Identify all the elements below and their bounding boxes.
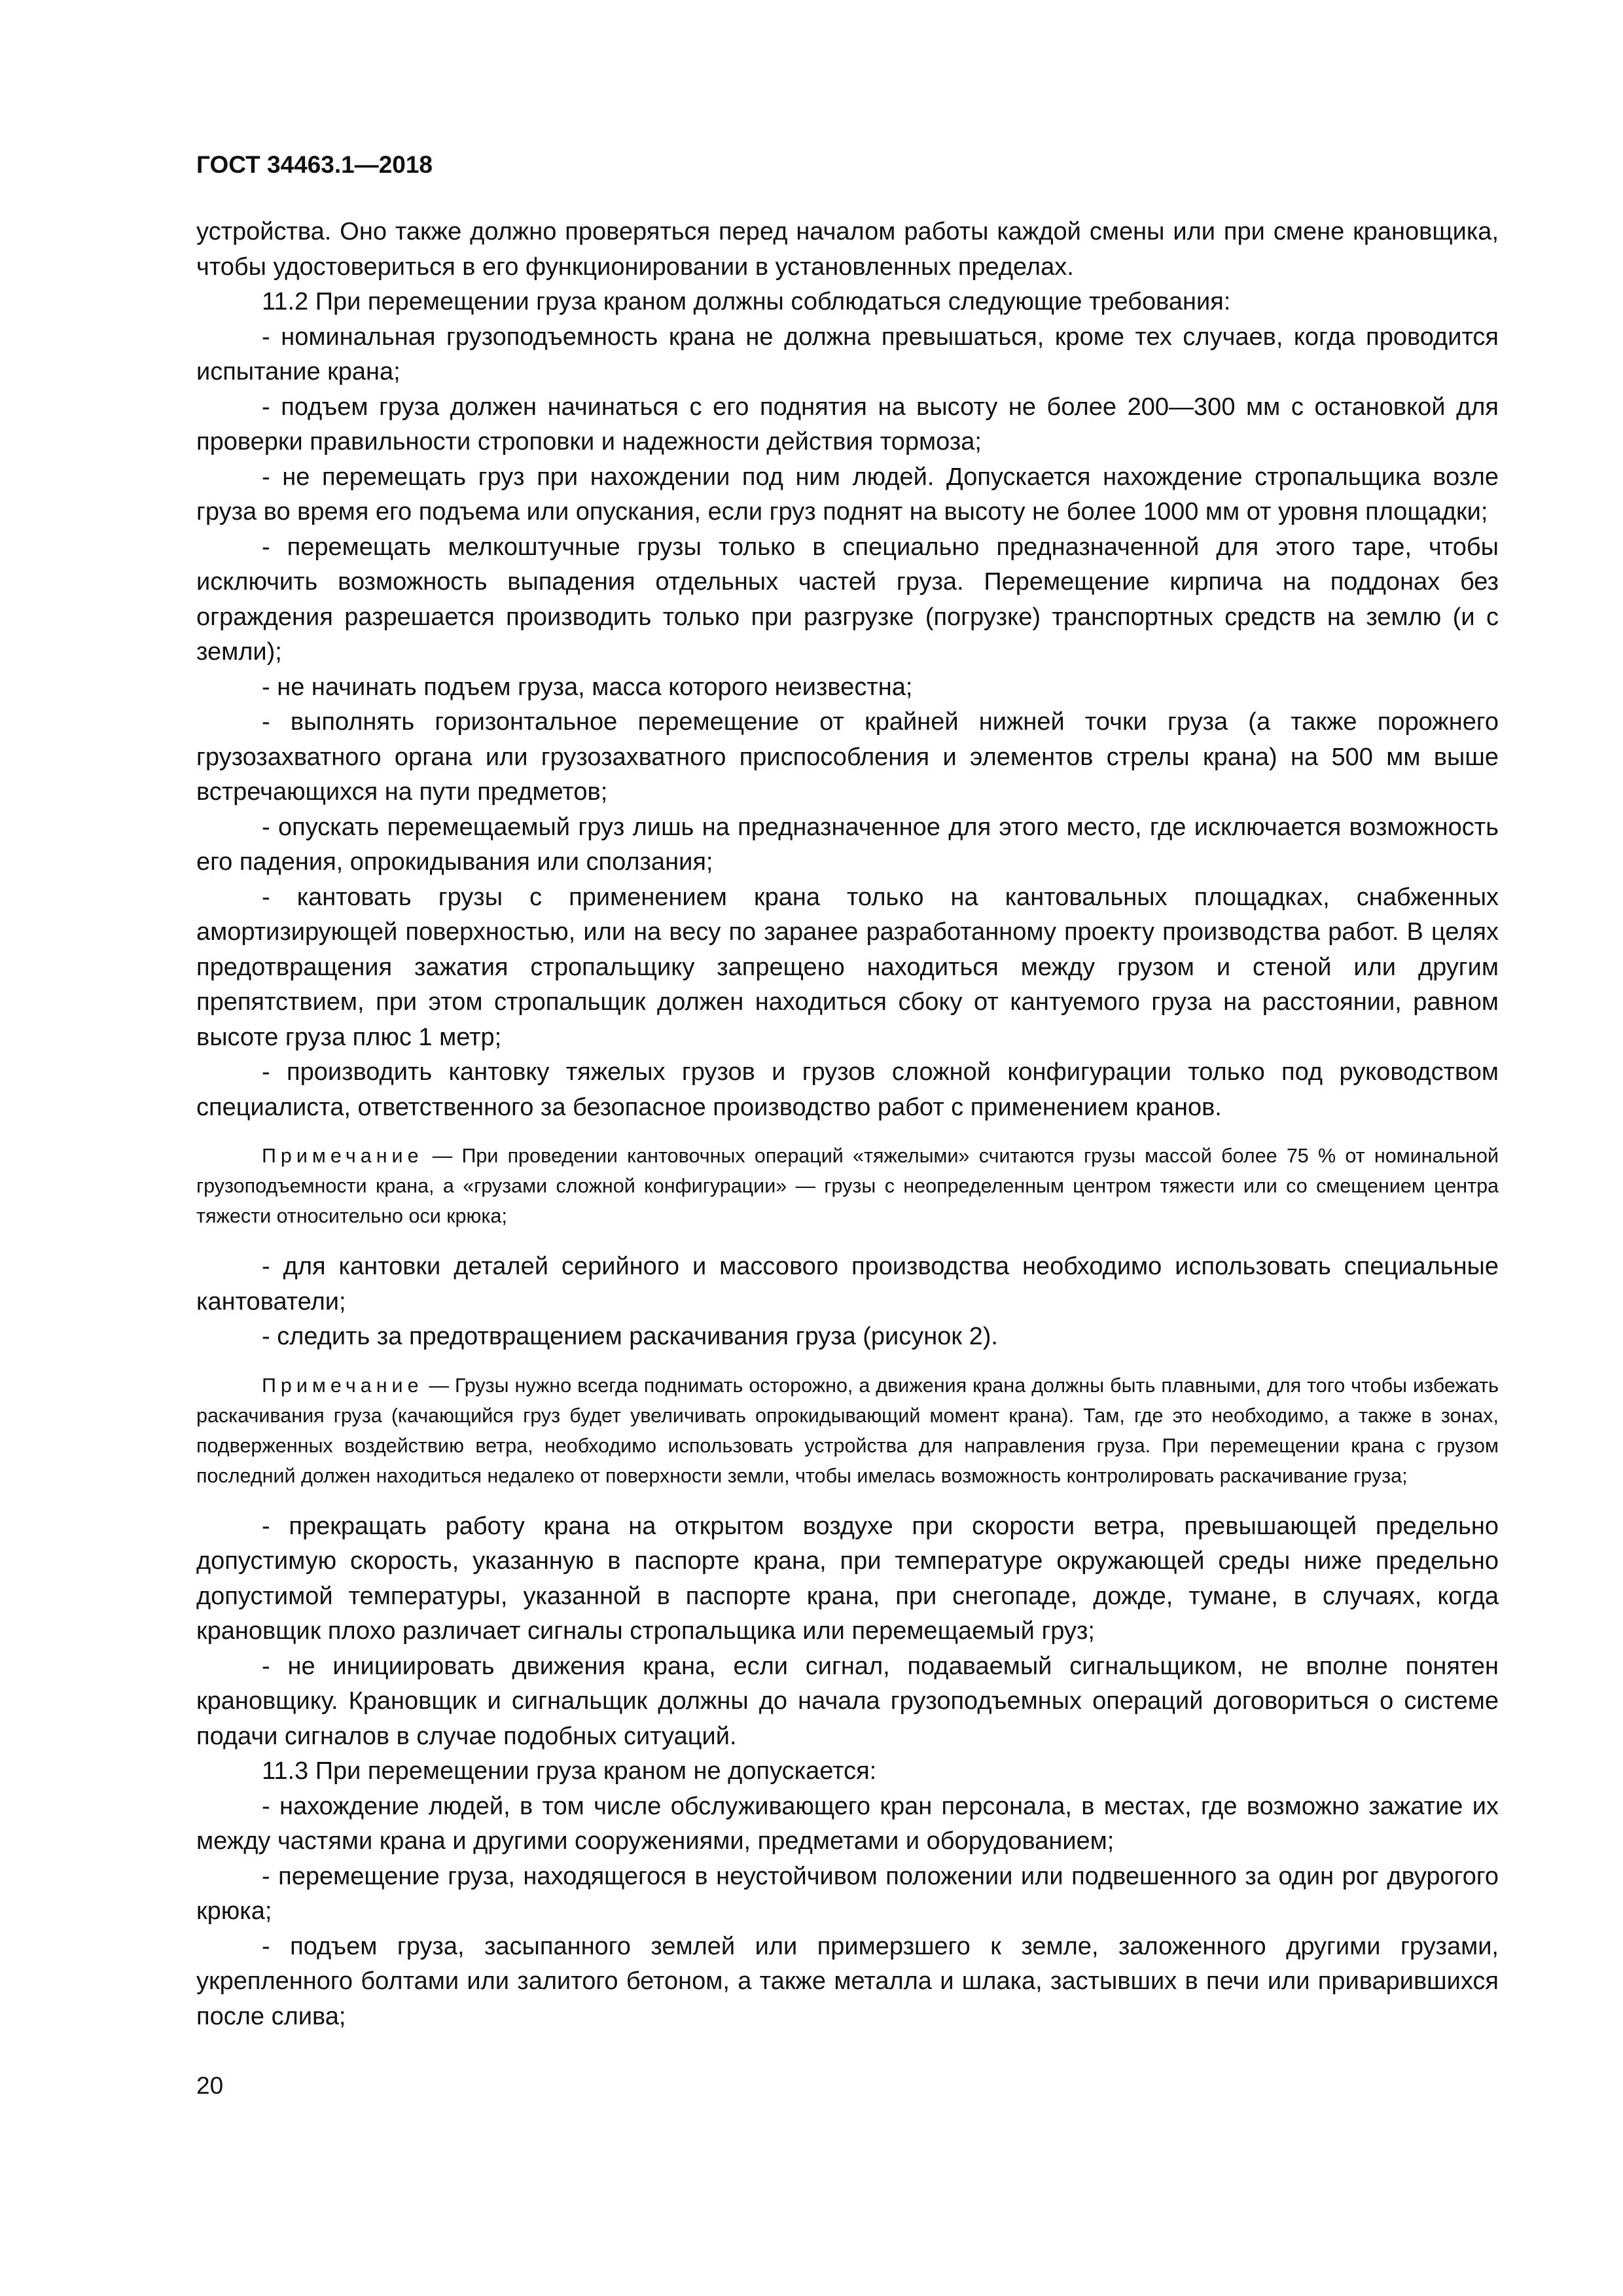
list-item: - для кантовки деталей серийного и массового производства необходимо использовать специальные кантователи; [196, 1253, 1499, 1316]
list-item: - не перемещать груз при нахождении под ним людей. Допускается нахождение стропальщика возле груза во время его подъема или опускания, если груз поднят на высоту не более 1000 мм от уровня площадки; [196, 463, 1499, 526]
list-item: - опускать перемещаемый груз лишь на предназначенное для этого место, где исключается возможность его падения, опрокидывания или сползания; [196, 813, 1499, 876]
list-item: - следить за предотвращением раскачивания груза (рисунок 2). [262, 1323, 998, 1350]
list-item: - не начинать подъем груза, масса которого неизвестна; [262, 673, 913, 701]
note-label: Примечание [262, 1374, 423, 1397]
list-item: - нахождение людей, в том числе обслуживающего кран персонала, в местах, где возможно зажатие их между частями крана и другими сооружениями, предметами и оборудованием; [196, 1792, 1499, 1855]
list-item: - подъем груза, засыпанного землей или примерзшего к земле, заложенного другими грузами, укрепленного болтами или залитого бетоном, а также металла и шлака, застывших в печи или приварившихся после слива; [196, 1932, 1499, 2030]
list-item: - прекращать работу крана на открытом воздухе при скорости ветра, превышающей предельно допустимую скорость, указанную в паспорте крана, при температуре окружающей среды ниже предельно допустимой температуры, указанной в паспорте крана, при снегопаде, дожде, тумане, в случаях, когда крановщик плохо различает сигналы стропальщика или перемещаемый груз; [196, 1512, 1499, 1645]
list-item: - кантовать грузы с применением крана только на кантовальных площадках, снабженных амортизирующей поверхностью, или на весу по заранее разработанному проекту производства работ. В целях предотвращения зажатия стропальщику запрещено находиться между грузом и стеной или другим препятствием, при этом стропальщик должен находиться сбоку от кантуемого груза на расстоянии, равном высоте груза плюс 1 метр; [196, 883, 1499, 1051]
list-item: - номинальная грузоподъемность крана не должна превышаться, кроме тех случаев, когда проводится испытание крана; [196, 323, 1499, 386]
document-page [196, 149, 1499, 2034]
list-item: - перемещать мелкоштучные грузы только в специально предназначенной для этого таре, чтобы исключить возможность выпадения отдельных частей груза. Перемещение кирпича на поддонах без ограждения разрешается производить только при разгрузке (погрузке) транспортных средств на землю (и с земли); [196, 533, 1499, 666]
document-title: ГОСТ 34463.1—2018 [196, 151, 433, 178]
list-item: - перемещение груза, находящегося в неустойчивом положении или подвешенного за один рог двурогого крюка; [196, 1862, 1499, 1925]
page-number: 20 [196, 2072, 224, 2099]
note-2 [196, 1371, 1499, 1491]
list-item: - подъем груза должен начинаться с его поднятия на высоту не более 200—300 мм с остановкой для проверки правильности строповки и надежности действия тормоза; [196, 393, 1499, 456]
list-item: - выполнять горизонтальное перемещение от крайней нижней точки груза (а также порожнего грузозахватного органа или грузозахватного приспособления и элементов стрелы крана) на 500 мм выше встречающихся на пути предметов; [196, 708, 1499, 806]
paragraph-continuation: устройства. Оно также должно проверяться перед началом работы каждой смены или при смене крановщика, чтобы удостовериться в его функционировании в установленных пределах. [196, 218, 1499, 281]
list-item: - производить кантовку тяжелых грузов и грузов сложной конфигурации только под руководством специалиста, ответственного за безопасное производство работ с применением кранов. [196, 1058, 1499, 1121]
note-1-text: — При проведении кантовочных операций «тяжелыми» считаются грузы массой более 75 % от номинальной грузоподъемности крана, а «грузами сложной конфигурации» — грузы с неопределенным центром тяжести или со смещением центра тяжести относительно оси крюка; [196, 1145, 1499, 1227]
note-2-text: — Грузы нужно всегда поднимать осторожно, а движения крана должны быть плавными, для того чтобы избежать раскачивания груза (качающийся груз будет увеличивать опрокидывающий момент крана). Там, где это необходимо, а также в зонах, подверженных воздействию ветра, необходимо использовать устройства для направления груза. При перемещении крана с грузом последний должен находиться недалеко от поверхности земли, чтобы имелась возможность контролировать раскачивание груза; [196, 1374, 1499, 1487]
note-label: Примечание [262, 1145, 423, 1167]
list-item: - не инициировать движения крана, если сигнал, подаваемый сигнальщиком, не вполне понятен крановщику. Крановщик и сигнальщик должны до начала грузоподъемных операций договориться о системе подачи сигналов в случае подобных ситуаций. [196, 1652, 1499, 1750]
section-11-2-heading: 11.2 При перемещении груза краном должны соблюдаться следующие требования: [262, 288, 1231, 315]
section-11-3-heading: 11.3 При перемещении груза краном не допускается: [262, 1757, 877, 1785]
note-1 [196, 1141, 1499, 1231]
